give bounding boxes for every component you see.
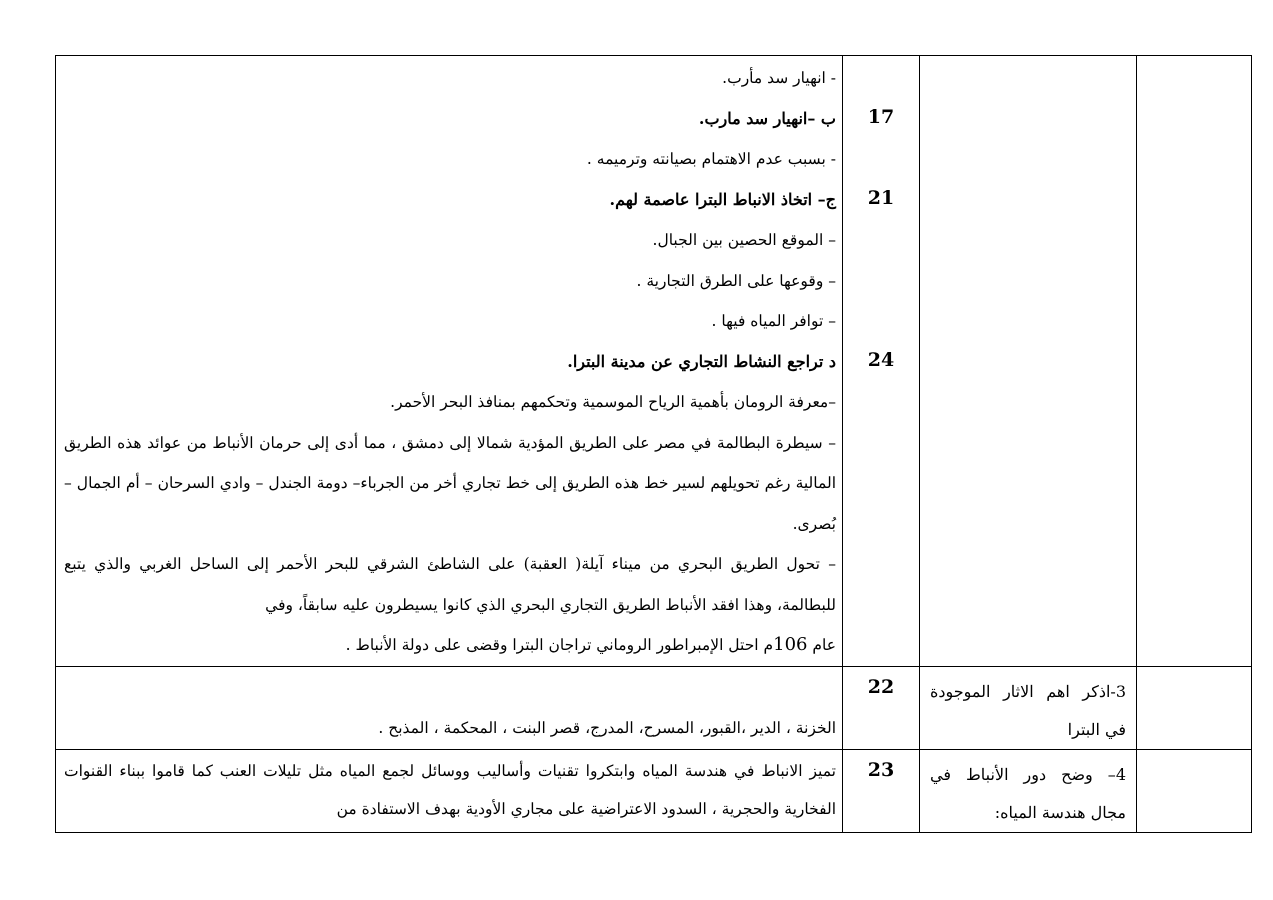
- question-number-cell: [843, 749, 920, 832]
- question-number-cell: [843, 56, 920, 667]
- question-number: 21: [867, 186, 895, 209]
- marks-cell: [1137, 749, 1252, 832]
- question-cell: [920, 666, 1137, 749]
- answer-heading: ب –انهيار سد مارب.: [698, 108, 836, 128]
- question-number: 17: [867, 105, 895, 128]
- answer-key-table-wrap: [55, 55, 1252, 833]
- answer-line: - بسبب عدم الاهتمام بصيانته وترميمه .: [586, 150, 836, 168]
- answer-paragraph: – تحول الطريق البحري من ميناء آيلة( العقبة) على الشاطئ الشرقي للبحر الأحمر إلى الساحل الغربي والذي يتبع للبطالمة، وهذا افقد الأنباط الطريق التجاري البحري الذي كانوا يسيطرون عليه سابقاً، وفي: [64, 555, 836, 614]
- table-row: [56, 56, 1252, 667]
- answer-paragraph: – سيطرة البطالمة في مصر على الطريق المؤدية شمالا إلى دمشق ، مما أدى إلى حرمان الأنباط من عوائد هذه الطريق المالية رغم تحويلهم لسير خط هذه الطريق إلى خط تجاري أخر من الجرباء– دومة الجندل – وادي السرحان – أم الجمال – بُصرى.: [64, 433, 836, 533]
- answer-paragraph-end: [64, 625, 836, 666]
- answer-line: – توافر المياه فيها .: [711, 312, 836, 330]
- question-number: 23: [867, 758, 895, 781]
- answer-cell: [56, 749, 843, 832]
- question-text: 3-اذكر اهم الاثار الموجودة في البترا: [930, 681, 1126, 739]
- answer-line: – الموقع الحصين بين الجبال.: [652, 231, 836, 249]
- answer-heading: ج– اتخاذ الانباط البترا عاصمة لهم.: [609, 189, 836, 209]
- question-number: 22: [867, 675, 895, 698]
- answer-heading: د تراجع النشاط التجاري عن مدينة البترا.: [567, 351, 836, 371]
- table-row: [56, 749, 1252, 832]
- marks-cell: [1137, 666, 1252, 749]
- answer-text: عام: [807, 636, 836, 654]
- answer-line: –معرفة الرومان بأهمية الرياح الموسمية وتحكمهم بمنافذ البحر الأحمر.: [390, 393, 836, 411]
- question-number-cell: [843, 666, 920, 749]
- marks-cell: [1137, 56, 1252, 667]
- answer-key-table: [55, 55, 1252, 833]
- answer-line: الخزنة ، الدير ،القبور، المسرح، المدرج، قصر البنت ، المحكمة ، المذبح .: [378, 718, 836, 737]
- question-cell: [920, 56, 1137, 667]
- year-number: 106: [773, 634, 808, 655]
- table-row: [56, 666, 1252, 749]
- answer-cell: [56, 666, 843, 749]
- question-text: 4– وضح دور الأنباط في مجال هندسة المياه:: [930, 764, 1126, 822]
- answer-cell: [56, 56, 843, 667]
- answer-line: – وقوعها على الطرق التجارية .: [636, 271, 836, 290]
- answer-paragraph: تميز الانباط في هندسة المياه وابتكروا تقنيات وأساليب ووسائل لجمع المياه مثل تليلات العنب كما قاموا ببناء القنوات الفخارية والحجرية ، السدود الاعتراضية على مجاري الأودية بهدف الاستفادة من: [64, 761, 836, 818]
- answer-text: م احتل الإمبراطور الروماني تراجان البترا وقضى على دولة الأنباط .: [345, 636, 774, 654]
- answer-line: - انهيار سد مأرب.: [722, 69, 836, 87]
- question-number: 24: [867, 348, 895, 371]
- question-cell: [920, 749, 1137, 832]
